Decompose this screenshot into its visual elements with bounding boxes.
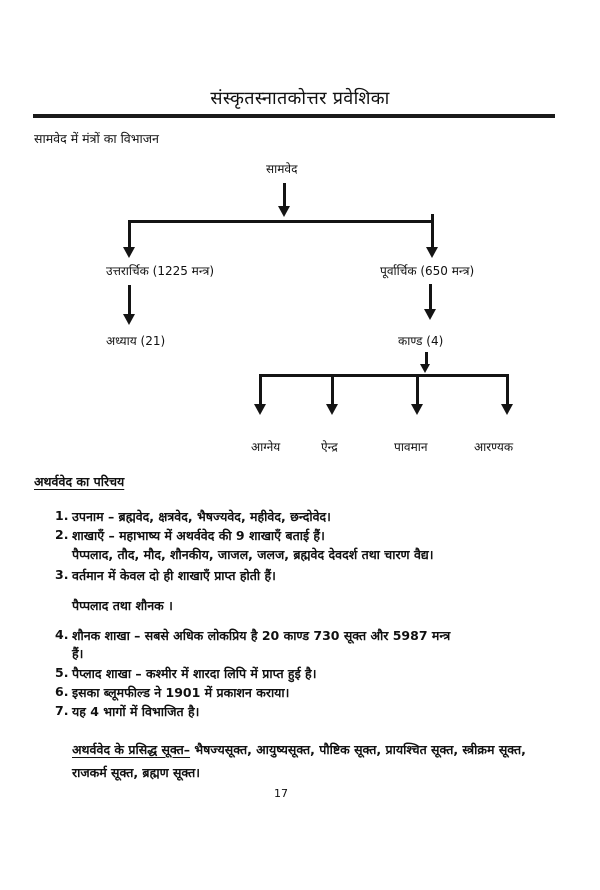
connector-leaf-3 bbox=[416, 374, 419, 405]
title-rule-divider bbox=[33, 114, 555, 118]
node-pavamana: पावमान bbox=[394, 440, 428, 454]
arrow-down-icon bbox=[254, 404, 266, 415]
connector-horizontal-kanda bbox=[259, 374, 509, 377]
node-purvarchika: पूर्वार्चिक (650 मन्त्र) bbox=[380, 264, 475, 278]
arrow-down-icon bbox=[420, 364, 430, 373]
list-item-text: पैप्पलाद तथा शौनक । bbox=[72, 598, 173, 613]
node-adhyaya: अध्याय (21) bbox=[106, 334, 166, 348]
list-item-number: 5. bbox=[55, 665, 69, 680]
node-aranyaka: आरण्यक bbox=[474, 440, 514, 454]
list-item-text: शौनक शाखा – सबसे अधिक लोकप्रिय है 20 काण्ड 730 सूक्त और 5987 मन्त्र bbox=[72, 628, 451, 643]
page-number: 17 bbox=[274, 787, 288, 800]
arrow-down-icon bbox=[326, 404, 338, 415]
connector-leaf-1 bbox=[259, 374, 262, 405]
page-title: संस्कृतस्नातकोत्तर प्रवेशिका bbox=[210, 88, 390, 109]
connector-right bbox=[431, 214, 434, 248]
arrow-down-icon bbox=[123, 247, 135, 258]
list-item-text: इसका ब्लूमफील्ड ने 1901 में प्रकाशन कराया। bbox=[72, 685, 290, 700]
list-item-text: वर्तमान में केवल दो ही शाखाएँ प्राप्त होती हैं। bbox=[72, 568, 276, 583]
list-item-number: 7. bbox=[55, 703, 69, 718]
famous-suktas-label: अथर्ववेद के प्रसिद्ध सूक्त– bbox=[72, 742, 191, 757]
arrow-down-icon bbox=[278, 206, 290, 217]
arrow-down-icon bbox=[501, 404, 513, 415]
list-item-number: 2. bbox=[55, 527, 69, 542]
connector-root bbox=[283, 183, 286, 207]
connector-right-child bbox=[429, 284, 432, 310]
samaveda-section-heading: सामवेद में मंत्रों का विभाजन bbox=[34, 131, 159, 146]
node-samaveda: सामवेद bbox=[266, 162, 298, 176]
atharvaveda-section-heading: अथर्ववेद का परिचय bbox=[34, 474, 125, 489]
list-item-number: 6. bbox=[55, 684, 69, 699]
connector-left bbox=[128, 220, 131, 248]
arrow-down-icon bbox=[411, 404, 423, 415]
list-item-text: हैं। bbox=[72, 646, 84, 661]
list-item-text: यह 4 भागों में विभाजित है। bbox=[72, 704, 200, 719]
famous-suktas-paragraph bbox=[72, 738, 542, 784]
node-aindra: ऐन्द्र bbox=[321, 440, 338, 454]
list-item-number: 3. bbox=[55, 567, 69, 582]
list-item-text: पैप्पलाद, तौद, मौद, शौनकीय, जाजल, जलज, ब्रह्मवेद देवदर्श तथा चारण वैद्य। bbox=[72, 547, 434, 562]
famous-suktas-text: भैषज्यसूक्त, आयुष्यसूक्त, पौष्टिक सूक्त, प्रायश्चित सूक्त, स्त्रीक्रम सूक्त, राजकर्म सूक्त, ब्रह्मण सूक्त। bbox=[72, 742, 526, 780]
connector-leaf-2 bbox=[331, 374, 334, 405]
node-kanda: काण्ड (4) bbox=[398, 334, 444, 348]
list-item-text: पैप्लाद शाखा – कश्मीर में शारदा लिपि में प्राप्त हुई है। bbox=[72, 666, 317, 681]
arrow-down-icon bbox=[123, 314, 135, 325]
connector-left-child bbox=[128, 285, 131, 315]
node-agneya: आग्नेय bbox=[251, 440, 281, 454]
connector-horizontal-main bbox=[128, 220, 434, 223]
list-item-number: 1. bbox=[55, 508, 69, 523]
list-item-number: 4. bbox=[55, 627, 69, 642]
node-uttararchika: उत्तरार्चिक (1225 मन्त्र) bbox=[106, 264, 215, 278]
arrow-down-icon bbox=[426, 247, 438, 258]
connector-leaf-4 bbox=[506, 374, 509, 405]
list-item-text: उपनाम – ब्रह्मवेद, क्षत्रवेद, भैषज्यवेद, महीवेद, छन्दोवेद। bbox=[72, 509, 331, 524]
list-item-text: शाखाएँ – महाभाष्य में अथर्ववेद की 9 शाखाएँ बताई हैं। bbox=[72, 528, 325, 543]
arrow-down-icon bbox=[424, 309, 436, 320]
